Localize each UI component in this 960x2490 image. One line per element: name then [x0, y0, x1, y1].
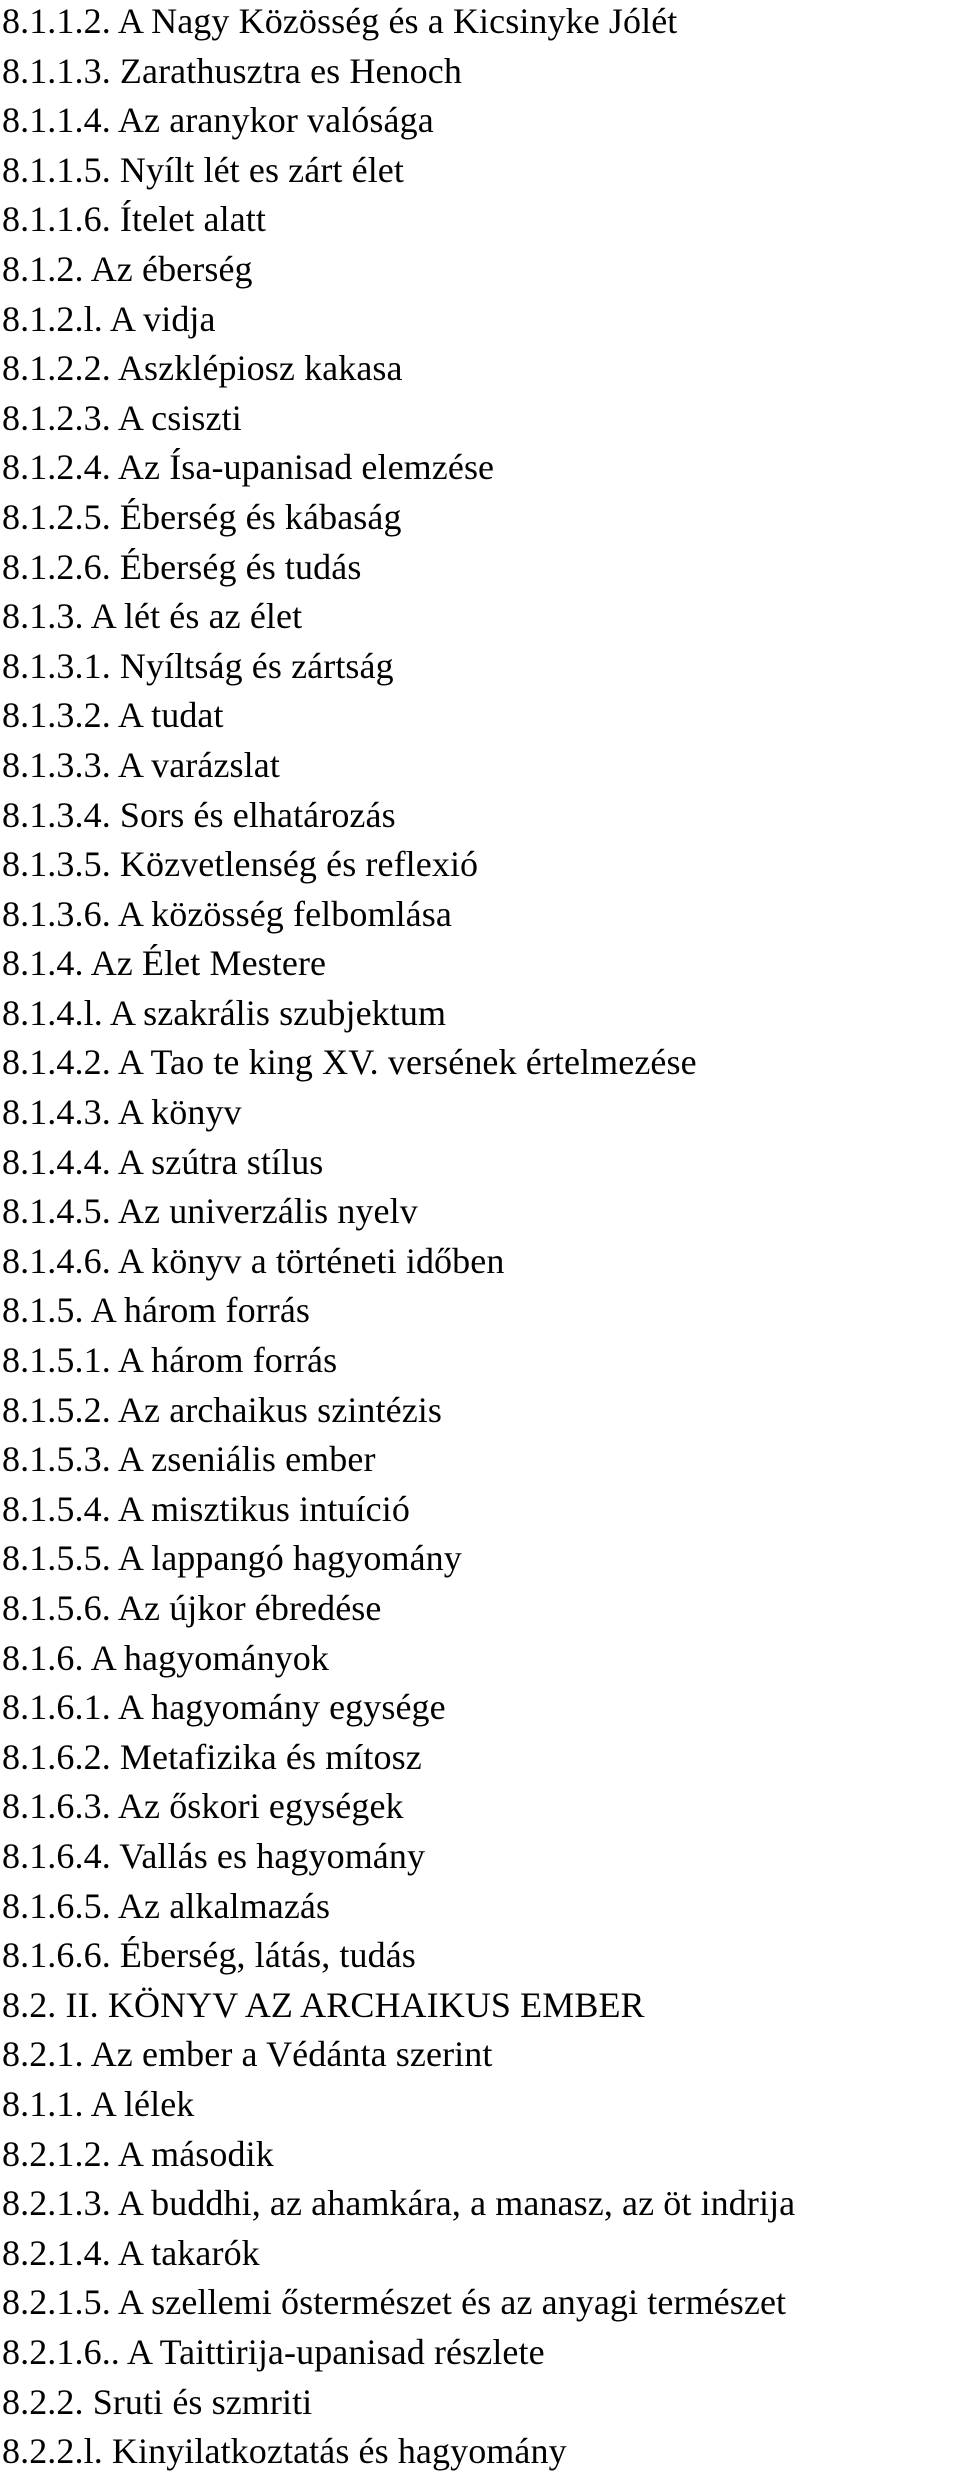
- toc-entry: 8.1.5. A három forrás: [2, 1290, 311, 1331]
- toc-entry: 8.1.5.2. Az archaikus szintézis: [2, 1389, 442, 1430]
- toc-entry: 8.1.4.3. A könyv: [2, 1092, 242, 1133]
- toc-entry: 8.1.3.4. Sors és elhatározás: [2, 794, 396, 835]
- toc-entry: 8.1.4.2. A Tao te king XV. versének értelmezése: [2, 1042, 697, 1083]
- toc-entry: 8.1.6.4. Vallás es hagyomány: [2, 1835, 426, 1876]
- table-of-contents: [2, 0, 960, 2480]
- toc-entry: 8.1.4.6. A könyv a történeti időben: [2, 1240, 505, 1281]
- toc-entry: 8.1.1.2. A Nagy Közösség és a Kicsinyke Jólét: [2, 1, 678, 41]
- toc-entry: 8.2.1.6.. A Taittirija-upanisad részlete: [2, 2331, 545, 2372]
- toc-entry: 8.1.6.2. Metafizika és mítosz: [2, 1736, 422, 1777]
- toc-entry: 8.2.2. Sruti és szmriti: [2, 2381, 313, 2422]
- toc-entry: 8.1.6.1. A hagyomány egysége: [2, 1687, 446, 1728]
- toc-entry: 8.1.3.6. A közösség felbomlása: [2, 893, 452, 934]
- toc-entry: 8.1.4.4. A szútra stílus: [2, 1141, 324, 1182]
- toc-entry: 8.1.1.4. Az aranykor valósága: [2, 100, 434, 141]
- toc-entry: 8.1.6.6. Éberség, látás, tudás: [2, 1935, 416, 1976]
- toc-entry: 8.2.1.5. A szellemi őstermészet és az anyagi természet: [2, 2282, 787, 2323]
- toc-entry: 8.1.2.3. A csiszti: [2, 397, 242, 438]
- toc-entry: 8.1.5.3. A zseniális ember: [2, 1439, 376, 1480]
- toc-entry: 8.2.1. Az ember a Védánta szerint: [2, 2034, 493, 2075]
- toc-entry: 8.1.5.1. A három forrás: [2, 1340, 338, 1381]
- toc-entry: 8.1.2.l. A vidja: [2, 298, 216, 339]
- toc-entry: 8.1.3.1. Nyíltság és zártság: [2, 645, 394, 686]
- toc-entry: 8.1.5.4. A misztikus intuíció: [2, 1488, 410, 1529]
- toc-entry: 8.1.2. Az éberség: [2, 248, 253, 289]
- toc-entry: 8.1.2.4. Az Ísa-upanisad elemzése: [2, 447, 495, 488]
- toc-entry: 8.1.6. A hagyományok: [2, 1637, 329, 1678]
- toc-entry: 8.1.4.5. Az univerzális nyelv: [2, 1191, 418, 1232]
- toc-entry: 8.1.1.5. Nyílt lét es zárt élet: [2, 149, 404, 190]
- toc-entry: 8.1.2.2. Aszklépiosz kakasa: [2, 348, 403, 389]
- toc-entry: 8.1.5.5. A lappangó hagyomány: [2, 1538, 462, 1579]
- toc-entry: 8.1.6.3. Az őskori egységek: [2, 1786, 404, 1827]
- toc-entry: 8.1.4. Az Élet Mestere: [2, 943, 327, 984]
- toc-entry: 8.2.1.3. A buddhi, az ahamkára, a manasz, az öt indrija: [2, 2183, 796, 2224]
- toc-entry: 8.2. II. KÖNYV AZ ARCHAIKUS EMBER: [2, 1984, 645, 2025]
- toc-entry: 8.1.3.3. A varázslat: [2, 744, 280, 785]
- toc-entry: 8.1.4.l. A szakrális szubjektum: [2, 992, 447, 1033]
- toc-entry: 8.1.3.2. A tudat: [2, 695, 224, 736]
- toc-entry: 8.1.2.5. Éberség és kábaság: [2, 496, 402, 537]
- toc-entry: 8.1.1.3. Zarathusztra es Henoch: [2, 50, 462, 91]
- toc-entry: 8.1.6.5. Az alkalmazás: [2, 1885, 331, 1926]
- toc-entry: 8.1.3.5. Közvetlenség és reflexió: [2, 844, 479, 885]
- toc-entry: 8.2.2.l. Kinyilatkoztatás és hagyomány: [2, 2431, 567, 2472]
- toc-entry: 8.1.3. A lét és az élet: [2, 596, 303, 637]
- toc-entry: 8.2.1.2. A második: [2, 2133, 274, 2174]
- toc-entry: 8.1.1.6. Ítelet alatt: [2, 199, 267, 240]
- toc-entry: 8.1.2.6. Éberség és tudás: [2, 546, 362, 587]
- toc-entry: 8.1.1. A lélek: [2, 2083, 195, 2124]
- toc-entry: 8.2.1.4. A takarók: [2, 2232, 260, 2273]
- toc-entry: 8.1.5.6. Az újkor ébredése: [2, 1588, 382, 1628]
